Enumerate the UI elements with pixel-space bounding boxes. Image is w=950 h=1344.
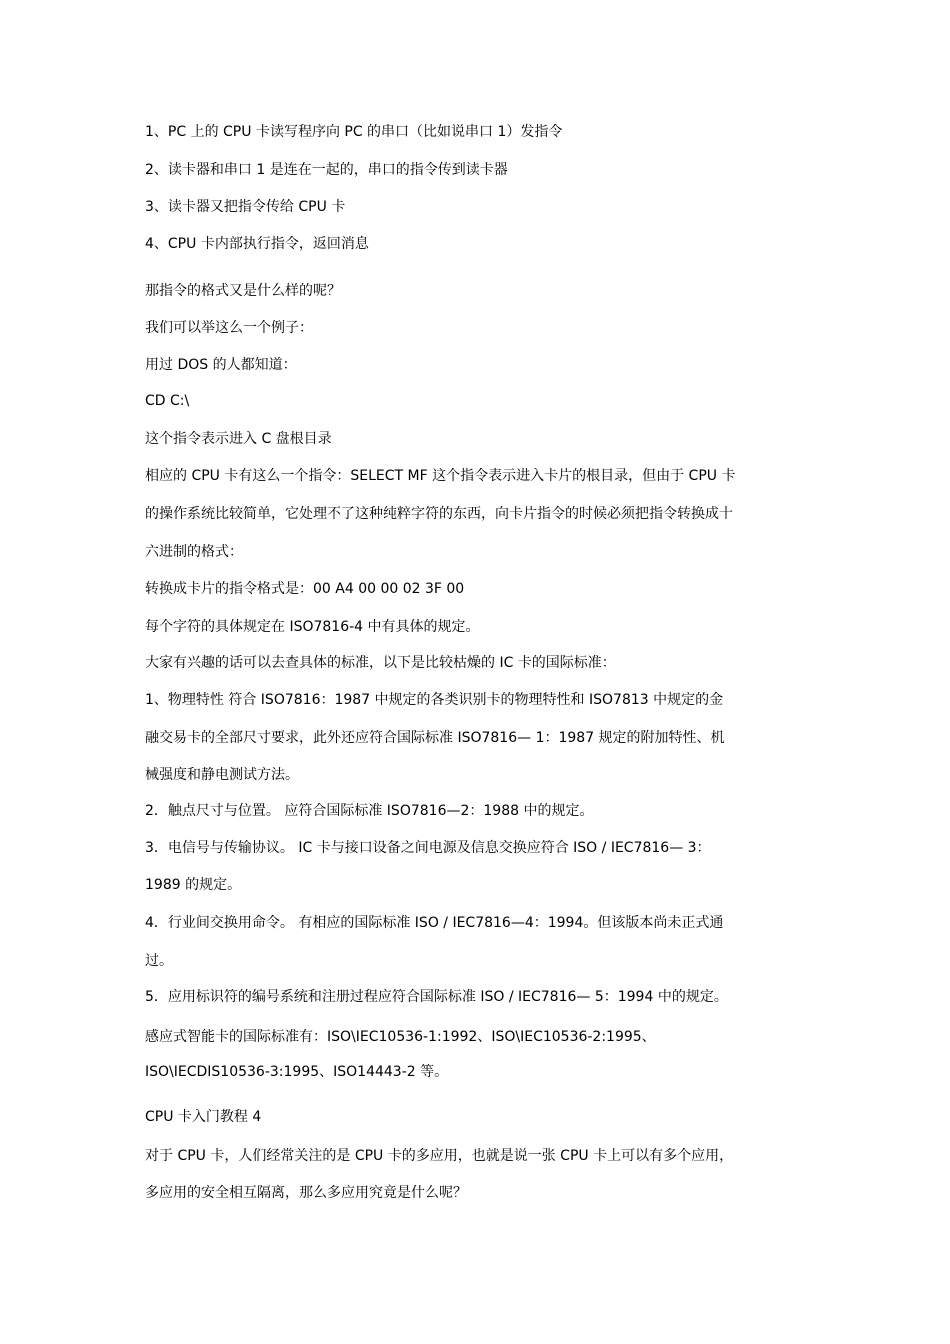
text-line: ISO\IECDIS10536-3:1995、ISO14443-2 等。 — [145, 1064, 449, 1080]
text-line: 1、物理特性 符合 ISO7816：1987 中规定的各类识别卡的物理特性和 ISO7813 中规定的金 — [145, 692, 724, 708]
text-line: 械强度和静电测试方法。 — [145, 767, 299, 783]
text-line: CD C:\ — [145, 393, 190, 409]
text-line: 1989 的规定。 — [145, 877, 242, 893]
text-line: 这个指令表示进入 C 盘根目录 — [145, 431, 332, 447]
text-line: 的操作系统比较简单，它处理不了这种纯粹字符的东西，向卡片指令的时候必须把指令转换成十 — [145, 506, 733, 522]
text-line: 每个字符的具体规定在 ISO7816-4 中有具体的规定。 — [145, 619, 480, 635]
text-line: 融交易卡的全部尺寸要求，此外还应符合国际标准 ISO7816— 1：1987 规定的附加特性、机 — [145, 730, 725, 746]
text-line: 大家有兴趣的话可以去查具体的标准，以下是比较枯燥的 IC 卡的国际标准： — [145, 655, 616, 671]
text-line: 1、PC 上的 CPU 卡读写程序向 PC 的串口（比如说串口 1）发指令 — [145, 124, 563, 140]
text-line: 3、读卡器又把指令传给 CPU 卡 — [145, 199, 346, 215]
text-line: 我们可以举这么一个例子： — [145, 320, 313, 336]
text-line: 相应的 CPU 卡有这么一个指令：SELECT MF 这个指令表示进入卡片的根目录，但由于 CPU 卡 — [145, 468, 736, 484]
text-line: 对于 CPU 卡，人们经常关注的是 CPU 卡的多应用，也就是说一张 CPU 卡上可以有多个应用， — [145, 1148, 734, 1164]
text-line: 那指令的格式又是什么样的呢？ — [145, 283, 341, 299]
text-line: 用过 DOS 的人都知道： — [145, 357, 297, 373]
text-line: 过。 — [145, 953, 173, 969]
text-line: 4．行业间交换用命令。 有相应的国际标准 ISO / IEC7816—4：1994。但该版本尚未正式通 — [145, 915, 724, 931]
text-line: 六进制的格式： — [145, 544, 243, 560]
text-line: CPU 卡入门教程 4 — [145, 1109, 262, 1125]
text-line: 2．触点尺寸与位置。 应符合国际标准 ISO7816—2：1988 中的规定。 — [145, 803, 594, 819]
text-line: 5．应用标识符的编号系统和注册过程应符合国际标准 ISO / IEC7816— 5：1994 中的规定。 — [145, 989, 728, 1005]
text-line: 感应式智能卡的国际标准有：ISO\IEC10536-1:1992、ISO\IEC10536-2:1995、 — [145, 1029, 656, 1045]
text-line: 4、CPU 卡内部执行指令，返回消息 — [145, 236, 369, 252]
text-line: 多应用的安全相互隔离，那么多应用究竟是什么呢？ — [145, 1185, 467, 1201]
text-line: 2、读卡器和串口 1 是连在一起的，串口的指令传到读卡器 — [145, 162, 508, 178]
text-line: 3．电信号与传输协议。 IC 卡与接口设备之间电源及信息交换应符合 ISO / IEC7816— 3： — [145, 840, 711, 856]
text-line: 转换成卡片的指令格式是：00 A4 00 00 02 3F 00 — [145, 581, 465, 597]
